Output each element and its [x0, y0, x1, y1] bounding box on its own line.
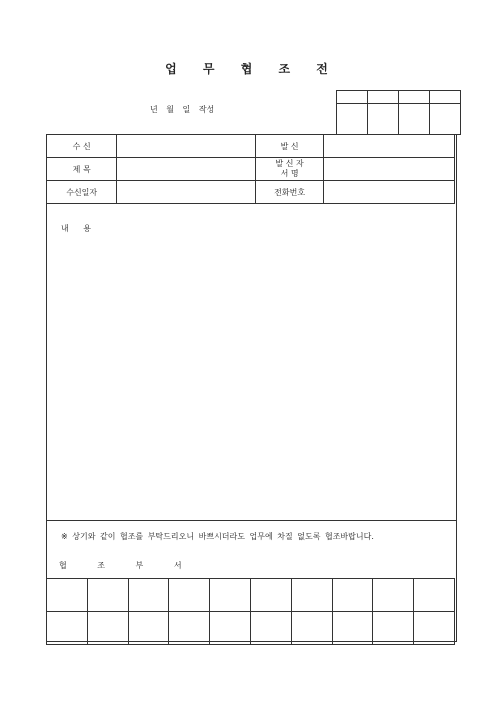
cooperation-cell[interactable] — [169, 579, 210, 612]
cooperation-table — [46, 578, 455, 645]
cooperation-cell[interactable] — [250, 612, 291, 645]
sender-field[interactable] — [324, 135, 455, 158]
phone-field[interactable] — [324, 181, 455, 204]
sender-label: 발 신 — [255, 135, 323, 158]
cooperation-cell[interactable] — [332, 579, 373, 612]
approval-box — [336, 90, 461, 135]
approval-head-cell[interactable] — [368, 91, 399, 104]
cooperation-cell[interactable] — [47, 612, 88, 645]
subject-field[interactable] — [117, 158, 256, 181]
cooperation-cell[interactable] — [414, 612, 455, 645]
signature-field[interactable] — [324, 158, 455, 181]
cooperation-cell[interactable] — [250, 579, 291, 612]
cooperation-cell[interactable] — [291, 579, 332, 612]
received-date-field[interactable] — [117, 181, 256, 204]
approval-sign-cell[interactable] — [368, 104, 399, 135]
cooperation-cell[interactable] — [128, 612, 169, 645]
approval-head-cell[interactable] — [430, 91, 461, 104]
cooperation-cell[interactable] — [47, 579, 88, 612]
cooperation-cell[interactable] — [210, 579, 251, 612]
header-table — [46, 134, 455, 204]
cooperation-cell[interactable] — [373, 579, 414, 612]
cooperation-cell[interactable] — [332, 612, 373, 645]
form-body — [46, 134, 457, 642]
approval-sign-cell[interactable] — [430, 104, 461, 135]
receiver-label: 수 신 — [47, 135, 117, 158]
received-date-label: 수신일자 — [47, 181, 117, 204]
approval-head-cell[interactable] — [337, 91, 368, 104]
phone-label: 전화번호 — [255, 181, 323, 204]
cooperation-cell[interactable] — [414, 579, 455, 612]
cooperation-cell[interactable] — [169, 612, 210, 645]
content-label: 내 용 — [61, 224, 97, 233]
cooperation-cell[interactable] — [373, 612, 414, 645]
document-title: 업 무 협 조 전 — [165, 62, 339, 76]
notice-text: ※ 상기와 같이 협조를 부탁드리오니 바쁘시더라도 업무에 차질 없도록 협조바랍니다. — [61, 532, 374, 541]
cooperation-cell[interactable] — [128, 579, 169, 612]
subject-label: 제 목 — [47, 158, 117, 181]
receiver-field[interactable] — [117, 135, 256, 158]
signature-label-line2: 서 명 — [280, 169, 299, 178]
cooperation-cell[interactable] — [291, 612, 332, 645]
approval-sign-cell[interactable] — [337, 104, 368, 135]
approval-sign-cell[interactable] — [399, 104, 430, 135]
signature-label — [255, 158, 323, 181]
approval-head-cell[interactable] — [399, 91, 430, 104]
cooperation-label: 협 조 부 서 — [59, 561, 196, 570]
notice-divider — [47, 520, 456, 521]
cooperation-cell[interactable] — [210, 612, 251, 645]
date-line: 년 월 일 작성 — [150, 105, 215, 114]
cooperation-cell[interactable] — [87, 612, 128, 645]
cooperation-cell[interactable] — [87, 579, 128, 612]
signature-label-line1: 발 신 자 — [275, 159, 304, 168]
